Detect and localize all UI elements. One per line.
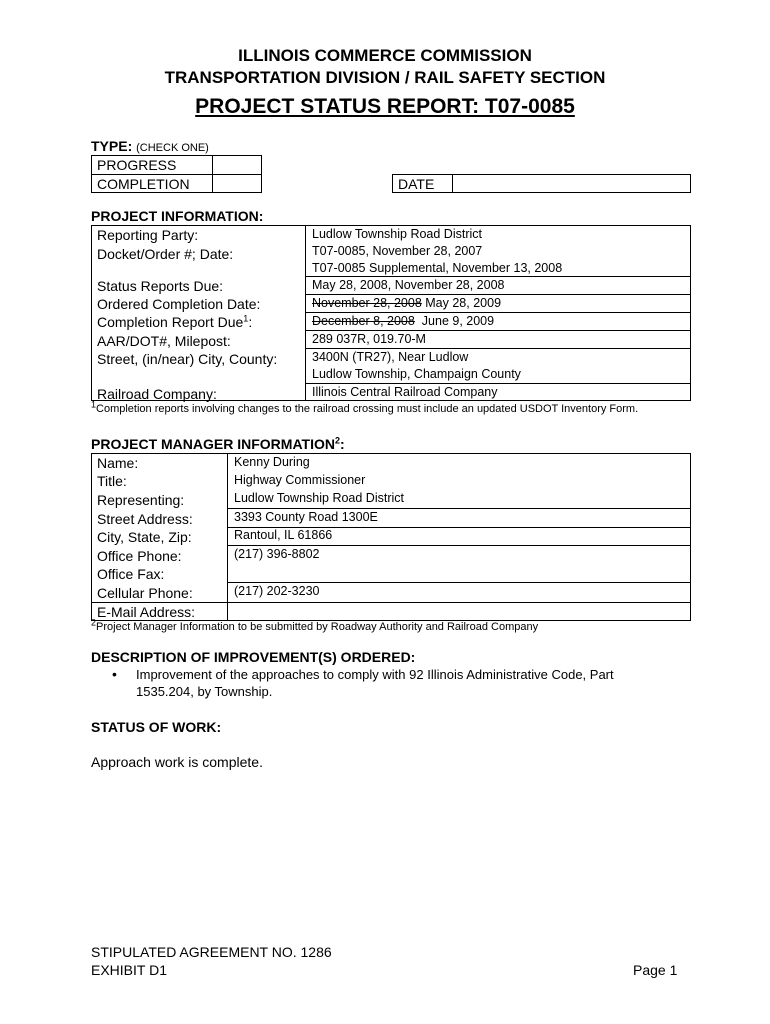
completion-report-value: June 9, 2009	[414, 314, 495, 328]
type-checkbox-column-divider	[212, 155, 213, 193]
division-name: TRANSPORTATION DIVISION / RAIL SAFETY SECTION	[164, 68, 606, 87]
manager-info-heading-row	[91, 436, 345, 452]
railroad-value: Illinois Central Railroad Company	[312, 385, 498, 399]
railroad-label: Railroad Company:	[97, 386, 217, 402]
description-bullet-line2: 1535.204, by Township.	[136, 684, 273, 699]
ordered-completion-struck: November 28, 2008	[312, 296, 422, 310]
footnote-1-marker: 1	[91, 399, 97, 410]
aar-label: AAR/DOT#, Milepost:	[97, 333, 231, 349]
completion-report-value-row	[312, 314, 494, 328]
manager-info-row-divider-5	[91, 602, 691, 603]
type-label: TYPE:	[91, 138, 133, 154]
street-label: Street, (in/near) City, County:	[97, 351, 278, 367]
status-text: Approach work is complete.	[91, 754, 263, 770]
manager-info-column-divider	[227, 453, 228, 621]
ordered-completion-value: May 28, 2009	[421, 296, 502, 310]
type-hint: (CHECK ONE)	[136, 142, 209, 154]
footnote-2-text: Project Manager Information to be submitted by Roadway Authority and Railroad Company	[96, 621, 539, 633]
footnote-marker-1: 1	[243, 313, 249, 324]
description-heading: DESCRIPTION OF IMPROVEMENT(S) ORDERED:	[91, 649, 416, 665]
manager-label-office-fax: Office Fax:	[97, 566, 165, 582]
project-info-row-divider-1	[305, 276, 691, 277]
option-progress: PROGRESS	[97, 157, 177, 173]
manager-info-row-divider-1	[227, 508, 691, 509]
ordered-completion-label: Ordered Completion Date:	[97, 296, 261, 312]
date-box-divider	[452, 174, 453, 193]
type-label-row	[91, 138, 209, 154]
status-due-value: May 28, 2008, November 28, 2008	[312, 278, 505, 292]
bullet-icon: •	[112, 666, 117, 682]
manager-label-city: City, State, Zip:	[97, 529, 192, 545]
manager-label-name: Name:	[97, 455, 139, 471]
status-due-label: Status Reports Due:	[97, 278, 224, 294]
docket-label: Docket/Order #; Date:	[97, 246, 234, 262]
manager-label-street: Street Address:	[97, 511, 193, 527]
manager-value-name: Kenny During	[234, 455, 310, 469]
progress-checkbox[interactable]	[214, 157, 260, 173]
docket-value-1: T07-0085, November 28, 2007	[312, 244, 483, 258]
footer-agreement: STIPULATED AGREEMENT NO. 1286	[91, 944, 332, 960]
project-info-column-divider	[305, 225, 306, 401]
footnote-marker-2: 2	[334, 435, 340, 446]
manager-info-row-divider-3	[227, 545, 691, 546]
manager-info-row-divider-4	[227, 582, 691, 583]
manager-label-cellular: Cellular Phone:	[97, 585, 193, 601]
type-options-divider	[91, 174, 262, 175]
reporting-party-label: Reporting Party:	[97, 227, 199, 243]
option-completion: COMPLETION	[97, 176, 190, 192]
date-label: DATE	[398, 176, 435, 192]
project-info-row-divider-2	[305, 294, 691, 295]
project-info-row-divider-4	[305, 330, 691, 331]
street-value-2: Ludlow Township, Champaign County	[312, 367, 521, 381]
manager-label-title: Title:	[97, 473, 127, 489]
manager-info-heading-colon: :	[339, 436, 345, 452]
manager-value-office-phone: (217) 396-8802	[234, 547, 320, 561]
aar-value: 289 037R, 019.70-M	[312, 332, 426, 346]
status-heading: STATUS OF WORK:	[91, 719, 222, 735]
page-title: PROJECT STATUS REPORT: T07-0085	[195, 95, 575, 118]
footnote-1	[91, 399, 639, 415]
page-number: Page 1	[633, 962, 678, 978]
manager-label-representing: Representing:	[97, 492, 185, 508]
manager-value-representing: Ludlow Township Road District	[234, 491, 404, 505]
project-info-row-divider-5	[305, 348, 691, 349]
ordered-completion-value-row	[312, 296, 501, 310]
manager-value-title: Highway Commissioner	[234, 473, 366, 487]
completion-report-struck: December 8, 2008	[312, 314, 415, 328]
project-info-row-divider-3	[305, 312, 691, 313]
org-name: ILLINOIS COMMERCE COMMISSION	[238, 46, 532, 65]
footer-exhibit: EXHIBIT D1	[91, 962, 167, 978]
description-bullet-line1: Improvement of the approaches to comply with 92 Illinois Administrative Code, Part	[136, 667, 614, 682]
docket-value-2: T07-0085 Supplemental, November 13, 2008	[312, 261, 563, 275]
completion-report-label: Completion Report Due	[97, 314, 244, 330]
reporting-party-value: Ludlow Township Road District	[312, 227, 482, 241]
street-value-1: 3400N (TR27), Near Ludlow	[312, 350, 469, 364]
manager-value-street: 3393 County Road 1300E	[234, 510, 378, 524]
completion-report-label-row	[97, 314, 252, 330]
completion-report-colon: :	[248, 314, 253, 330]
manager-value-city: Rantoul, IL 61866	[234, 528, 333, 542]
manager-label-office-phone: Office Phone:	[97, 548, 182, 564]
manager-info-heading: PROJECT MANAGER INFORMATION	[91, 436, 335, 452]
project-info-row-divider-6	[305, 383, 691, 384]
project-info-heading: PROJECT INFORMATION:	[91, 208, 264, 224]
footnote-2	[91, 617, 539, 633]
manager-label-email: E-Mail Address:	[97, 604, 196, 620]
footnote-2-marker: 2	[91, 617, 97, 628]
date-field[interactable]	[454, 176, 689, 192]
manager-value-cellular: (217) 202-3230	[234, 584, 320, 598]
completion-checkbox[interactable]	[214, 176, 260, 192]
footnote-1-text: Completion reports involving changes to the railroad crossing must include an updated USDOT Inventory Form.	[96, 403, 639, 415]
